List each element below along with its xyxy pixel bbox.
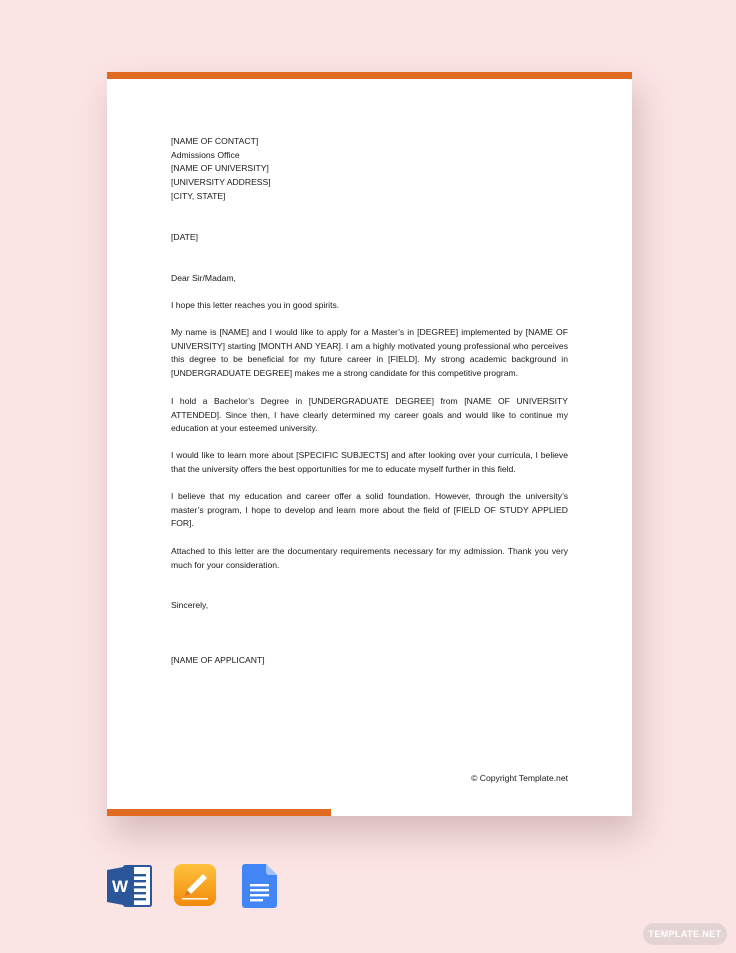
paragraph-2: My name is [NAME] and I would like to apply for a Master’s in [DEGREE] implemented by [NAME OF UNIVERSITY] starting [MONTH AND YEAR]. I am a highly motivated young professional who perceives this degree to be beneficial for my future career in [FIELD]. My strong academic background in [UNDERGRADUATE DEGREE] makes me a strong candidate for this competitive program. [171, 327, 568, 379]
paragraph-4: I would like to learn more about [SPECIFIC SUBJECTS] and after looking over your curricula, I believe that the university offers the best opportunities for me to educate myself further in this field. [171, 450, 568, 474]
google-docs-icon[interactable] [242, 864, 277, 908]
address-line: [NAME OF CONTACT] [171, 136, 259, 146]
pages-app-icon[interactable] [174, 864, 216, 906]
copyright-notice: © Copyright Template.net [471, 773, 568, 783]
address-line: Admissions Office [171, 149, 240, 160]
letter-page [107, 72, 632, 816]
letter-date: [DATE] [171, 232, 199, 242]
template-net-watermark: TEMPLATE.NET [643, 923, 727, 945]
top-accent-bar [107, 72, 632, 79]
paragraph-1: I hope this letter reaches you in good spirits. [171, 300, 340, 310]
address-line: [NAME OF UNIVERSITY] [171, 163, 269, 174]
bottom-accent-bar [107, 809, 331, 816]
closing: Sincerely, [171, 600, 209, 610]
paragraph-5: I believe that my education and career offer a solid foundation. However, through the university’s master’s program, I hope to develop and learn more about the field of [FIELD OF STUDY APPLIED FOR]. [171, 491, 568, 529]
word-app-icon[interactable] [107, 864, 153, 908]
paragraph-6: Attached to this letter are the documentary requirements necessary for my admission. Thank you very much for your consideration. [171, 546, 568, 570]
salutation: Dear Sir/Madam, [171, 273, 236, 283]
signature-name: [NAME OF APPLICANT] [171, 655, 265, 665]
recipient-address [171, 135, 568, 204]
address-line: [UNIVERSITY ADDRESS] [171, 177, 271, 188]
word-letter: W [111, 877, 129, 896]
paragraph-3: I hold a Bachelor’s Degree in [UNDERGRADUATE DEGREE] from [NAME OF UNIVERSITY ATTENDED]. Since then, I have clearly determined my career goals and would like to continue my education at your esteemed university. [171, 396, 568, 434]
address-line: [CITY, STATE] [171, 190, 226, 201]
